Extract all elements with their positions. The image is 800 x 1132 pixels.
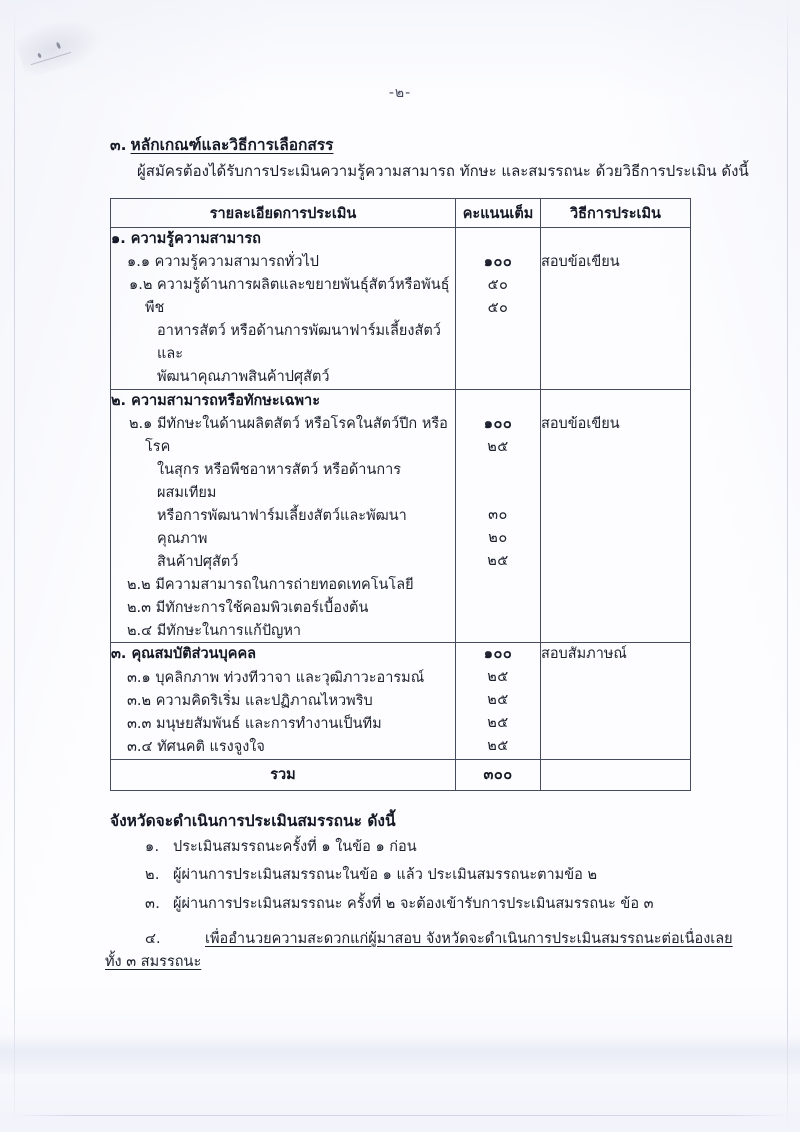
- total-score: ๓๐๐: [456, 759, 541, 790]
- score-value: ๒๕: [487, 553, 509, 570]
- total-method: [541, 759, 691, 790]
- score-value: ๑๐๐: [483, 415, 513, 432]
- total-label: รวม: [111, 759, 456, 790]
- score-value: ๒๕: [487, 715, 509, 732]
- column-header-score: คะแนนเต็ม: [456, 199, 541, 228]
- closing-title: จังหวัดจะดำเนินการประเมินสมรรถนะ ดังนี้: [110, 812, 396, 830]
- closing-step-text: ผู้ผ่านการประเมินสมรรถนะ ครั้งที่ ๒ จะต้องเข้ารับการประเมินสมรรถนะ ข้อ ๓: [173, 895, 654, 912]
- closing-step-marker: ๒.: [145, 867, 160, 884]
- section-heading: [110, 132, 334, 157]
- column-header-detail: รายละเอียดการประเมิน: [111, 199, 456, 228]
- closing-step-list: [145, 836, 765, 921]
- cell-detail: [111, 389, 456, 643]
- closing-step-item-1: [145, 836, 765, 859]
- intro-paragraph: ผู้สมัครต้องได้รับการประเมินความรู้ความสามารถ ทักษะ และสมรรถนะ ด้วยวิธีการประเมิน ดังนี้: [137, 162, 749, 180]
- closing-step-marker: ๓.: [145, 895, 161, 912]
- page-number: -๒-: [388, 85, 412, 101]
- closing-step-marker: ๑.: [145, 839, 160, 855]
- cell-method: [541, 228, 691, 390]
- table-header-row: [111, 199, 691, 228]
- closing-step-text: เพื่ออำนวยความสะดวกแก่ผู้มาสอบ จังหวัดจะดำเนินการประเมินสมรรถนะต่อเนื่องเลย: [205, 931, 733, 947]
- closing-step-text: ประเมินสมรรถนะครั้งที่ ๑ ในข้อ ๑ ก่อน: [173, 839, 417, 855]
- table-total-row: [111, 759, 691, 790]
- section-heading-number: ๓.: [110, 136, 127, 154]
- closing-step-item-2: [145, 864, 765, 887]
- group-label: ๓. คุณสมบัติส่วนบุคคล: [111, 646, 257, 663]
- sub-item-label: สินค้าปศุสัตว์: [157, 553, 239, 570]
- cell-detail: [111, 228, 456, 390]
- sub-item-label: ๒.๑ มีทักษะในด้านผลิตสัตว์ หรือโรคในสัตว์ปีก หรือโรค: [129, 416, 448, 456]
- score-value: ๒๕: [487, 438, 509, 455]
- closing-step-item-4: [145, 928, 785, 951]
- score-value: ๒๕: [487, 738, 509, 755]
- method-value: สอบข้อเขียน: [541, 253, 620, 270]
- cell-score: [456, 228, 541, 390]
- table-row: [111, 228, 691, 390]
- sub-item-label: ๒.๒ มีความสามารถในการถ่ายทอดเทคโนโลยี: [127, 576, 414, 593]
- sub-item-label: ในสุกร หรือพืชอาหารสัตว์ หรือด้านการผสมเทียม: [157, 462, 402, 502]
- group-label: ๑. ความรู้ความสามารถ: [111, 231, 261, 247]
- score-value: ๓๐: [488, 507, 508, 524]
- sub-item-label: พัฒนาคุณภาพสินค้าปศุสัตว์: [157, 369, 330, 385]
- sub-item-label: ๓.๑ บุคลิกภาพ ท่วงทีวาจา และวุฒิภาวะอารมณ์: [127, 669, 425, 686]
- sub-item-label: ๑.๑ ความรู้ความสามารถทั่วไป: [127, 254, 319, 271]
- sub-item-label: ๑.๒ ความรู้ด้านการผลิตและขยายพันธุ์สัตว์หรือพันธุ์พืช: [129, 277, 450, 317]
- sub-item-label: หรือการพัฒนาฟาร์มเลี้ยงสัตว์และพัฒนาคุณภาพ: [157, 508, 407, 547]
- group-label: ๒. ความสามารถหรือทักษะเฉพาะ: [111, 392, 320, 409]
- cell-score: [456, 643, 541, 759]
- score-value: ๕๐: [487, 276, 509, 293]
- sub-item-label: ๒.๔ มีทักษะในการแก้ปัญหา: [127, 622, 302, 639]
- closing-step-text: ผู้ผ่านการประเมินสมรรถนะในข้อ ๑ แล้ว ประเมินสมรรถนะตามข้อ ๒: [173, 867, 598, 884]
- method-value: สอบสัมภาษณ์: [541, 646, 627, 663]
- table-row: [111, 643, 691, 759]
- sub-item-label: ๓.๒ ความคิดริเริ่ม และปฏิภาณไหวพริบ: [127, 692, 373, 709]
- table-row: [111, 389, 691, 643]
- score-value: ๒๕: [487, 692, 509, 709]
- score-value: ๒๐: [488, 530, 508, 547]
- sub-item-label: ๒.๓ มีทักษะการใช้คอมพิวเตอร์เบื้องต้น: [127, 599, 369, 616]
- sub-item-label: อาหารสัตว์ หรือด้านการพัฒนาฟาร์มเลี้ยงสัตว์และ: [157, 323, 441, 363]
- table-header: [111, 199, 691, 228]
- score-value: ๑๐๐: [483, 646, 513, 663]
- method-value: สอบข้อเขียน: [541, 415, 620, 432]
- score-value: ๕๐: [487, 299, 509, 316]
- table-body: [111, 228, 691, 791]
- closing-step-item-3: [145, 893, 765, 916]
- closing-step-marker: ๔.: [145, 931, 161, 947]
- score-value: ๒๕: [487, 669, 509, 686]
- cell-method: [541, 389, 691, 643]
- sub-item-label: ๓.๓ มนุษยสัมพันธ์ และการทำงานเป็นทีม: [127, 715, 382, 732]
- cell-score: [456, 389, 541, 643]
- assessment-table: [110, 198, 691, 791]
- closing-step-item-4-tail: ทั้ง ๓ สมรรถนะ: [105, 954, 202, 970]
- sub-item-label: ๓.๔ ทัศนคติ แรงจูงใจ: [127, 738, 265, 755]
- cell-detail: [111, 643, 456, 759]
- section-heading-text: หลักเกณฑ์และวิธีการเลือกสรร: [130, 136, 334, 154]
- column-header-method: วิธีการประเมิน: [541, 199, 691, 228]
- cell-method: [541, 643, 691, 759]
- score-value: ๑๐๐: [483, 253, 513, 270]
